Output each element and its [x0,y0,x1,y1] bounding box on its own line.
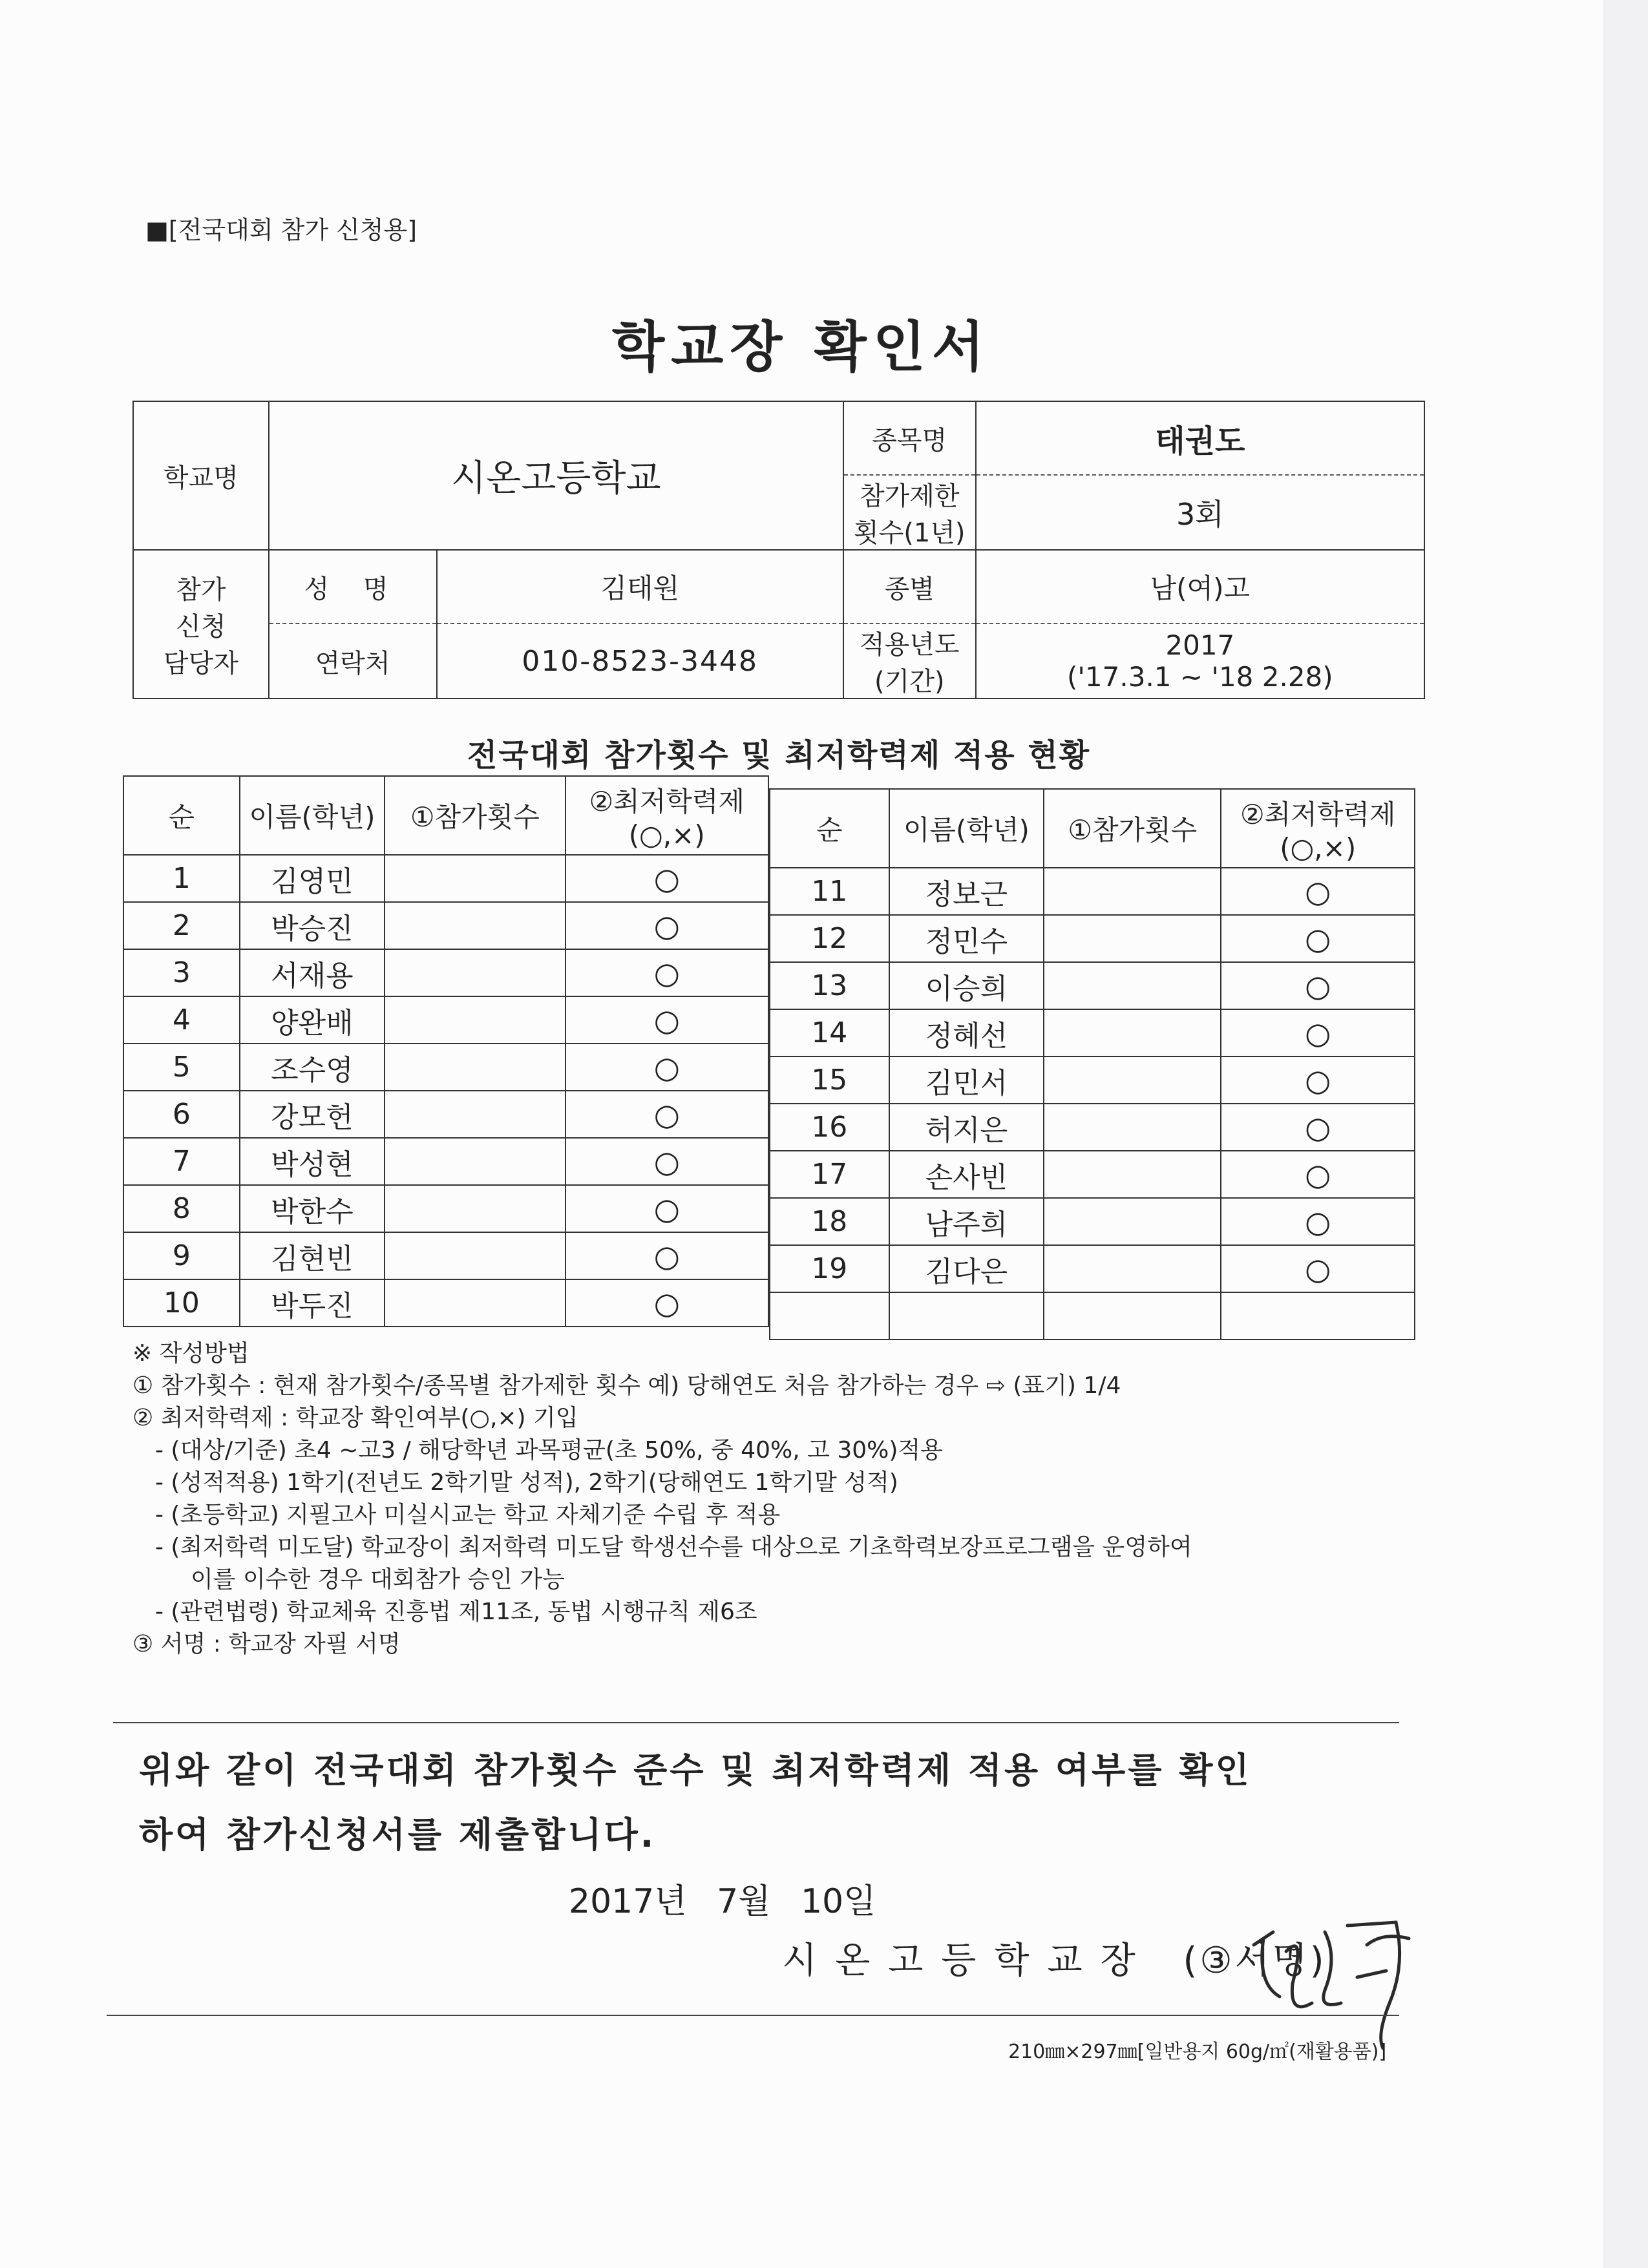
row-min-academic: ○ [1221,962,1415,1009]
row-name: 박승진 [240,902,385,949]
table-row [770,1104,1415,1151]
notes-item-3: ③ 서명 : 학교장 자필 서명 [132,1631,401,1657]
name-label: 성 명 [269,550,437,624]
row-min-academic: ○ [1221,915,1415,962]
col-header-count: ①참가횟수 [385,776,565,855]
sign-label: (③서명) [1183,1940,1327,1982]
row-name: 손사빈 [889,1151,1044,1198]
table-row [770,1245,1415,1292]
row-number: 8 [123,1185,240,1232]
row-participation-count [385,1232,565,1279]
col-header-no: 순 [123,776,240,855]
row-name: 남주희 [889,1198,1044,1245]
participants-right-body [770,868,1415,1339]
participants-left-body [123,855,768,1327]
row-min-academic: ○ [565,1091,768,1138]
table-row [123,1044,768,1091]
row-participation-count [385,902,565,949]
row-number: 3 [123,949,240,996]
contact-value: 010-8523-3448 [437,624,843,698]
table-row [123,1091,768,1138]
limit-label-line1: 참가제한 [859,481,960,511]
table-row [770,1292,1415,1339]
limit-value: 3회 [976,475,1424,550]
row-number [770,1292,889,1339]
notes-sub-4a: - (최저학력 미도달) 학교장이 최저학력 미도달 학생선수를 대상으로 기초학력보장프로그램을 운영하여 [155,1534,1192,1560]
row-number: 17 [770,1151,889,1198]
applicant-label [133,550,269,698]
submission-date [569,1874,876,1922]
table-row [123,1185,768,1232]
row-participation-count [385,1091,565,1138]
table-row [123,1232,768,1279]
applicant-label-line2: 신청 [176,611,226,642]
date-day: 10일 [800,1882,876,1921]
year-label-line2: (기간) [874,667,945,697]
notes-item-2: ② 최저학력제 : 학교장 확인여부(○,×) 기입 [132,1405,578,1431]
row-participation-count [385,855,565,902]
table-row [770,1056,1415,1104]
row-min-academic: ○ [565,996,768,1044]
notes-heading: ※ 작성방법 [132,1340,249,1367]
participants-table-left [123,775,769,1327]
year-value: 2017 [1165,629,1235,661]
category-label: 종별 [843,550,976,624]
row-participation-count [1044,1009,1221,1056]
row-name [889,1292,1044,1339]
row-name: 정민수 [889,915,1044,962]
row-name: 박두진 [240,1279,385,1327]
row-name: 조수영 [240,1044,385,1091]
period-value: ('17.3.1 ~ '18 2.28) [1067,661,1333,693]
participants-table-right [769,788,1415,1340]
col-header-count: ①참가횟수 [1044,789,1221,868]
name-value: 김태원 [437,550,843,624]
instructions [132,1338,1412,1661]
applicant-label-line3: 담당자 [163,648,238,678]
table-row [123,949,768,996]
principal-title: 시온고등학교장 [782,1940,1154,1982]
contact-label: 연락처 [269,624,437,698]
col-header-min [565,776,768,855]
table-row [770,868,1415,915]
row-participation-count [1044,962,1221,1009]
date-month: 7월 [717,1882,771,1921]
col-header-name: 이름(학년) [240,776,385,855]
row-name: 정혜선 [889,1009,1044,1056]
col-header-min-line1: ②최저학력제 [589,785,745,817]
table-row [123,1138,768,1185]
row-number: 19 [770,1245,889,1292]
row-participation-count [1044,915,1221,962]
row-min-academic [1221,1292,1415,1339]
row-number: 15 [770,1056,889,1104]
row-participation-count [385,1138,565,1185]
row-min-academic: ○ [565,1138,768,1185]
row-min-academic: ○ [565,902,768,949]
row-name: 양완배 [240,996,385,1044]
row-participation-count [1044,868,1221,915]
row-name: 강모헌 [240,1091,385,1138]
col-header-min-line1: ②최저학력제 [1240,798,1396,830]
row-participation-count [385,996,565,1044]
table-row [770,1009,1415,1056]
notes-sub-4b: 이를 이수한 경우 대회참가 승인 가능 [191,1566,565,1593]
table-row [123,996,768,1044]
year-label [843,624,976,698]
table-row [770,1151,1415,1198]
category-value: 남(여)고 [976,550,1424,624]
row-name: 김현빈 [240,1232,385,1279]
row-participation-count [385,949,565,996]
row-number: 10 [123,1279,240,1327]
row-name: 정보근 [889,868,1044,915]
row-min-academic: ○ [1221,1198,1415,1245]
row-participation-count [385,1044,565,1091]
row-number: 4 [123,996,240,1044]
row-min-academic: ○ [1221,1104,1415,1151]
declaration-line-2: 하여 참가신청서를 제출합니다. [139,1814,657,1855]
school-name-value: 시온고등학교 [269,401,843,550]
row-number: 18 [770,1198,889,1245]
row-number: 16 [770,1104,889,1151]
row-number: 11 [770,868,889,915]
notes-sub-2: - (성적적용) 1학기(전년도 2학기말 성적), 2학기(당해연도 1학기말 성적) [155,1469,898,1496]
col-header-min-line2: (○,×) [628,819,705,851]
row-min-academic: ○ [1221,868,1415,915]
row-number: 9 [123,1232,240,1279]
table-row [123,902,768,949]
limit-label-line2: 횟수(1년) [853,518,966,548]
applicant-label-line1: 참가 [176,574,226,605]
row-min-academic: ○ [1221,1056,1415,1104]
row-participation-count [1044,1198,1221,1245]
row-participation-count [1044,1245,1221,1292]
row-number: 7 [123,1138,240,1185]
paper-spec-footer: 210㎜×297㎜[일반용지 60g/㎡(재활용품)] [1008,2041,1387,2063]
row-number: 5 [123,1044,240,1091]
row-min-academic: ○ [565,855,768,902]
row-min-academic: ○ [565,949,768,996]
row-number: 2 [123,902,240,949]
table-row [123,855,768,902]
table-row [770,1198,1415,1245]
section-title: 전국대회 참가횟수 및 최저학력제 적용 현황 [467,737,1091,773]
row-min-academic: ○ [1221,1151,1415,1198]
row-number: 1 [123,855,240,902]
header-tag: ■[전국대회 참가 신청용] [145,216,417,244]
row-number: 12 [770,915,889,962]
col-header-min-line2: (○,×) [1280,832,1357,864]
row-name: 김다은 [889,1245,1044,1292]
school-name-label: 학교명 [133,401,269,550]
row-participation-count [385,1185,565,1232]
notes-item-1: ① 참가횟수 : 현재 참가횟수/종목별 참가제한 횟수 예) 당해연도 처음 참가하는 경우 ⇨ (표기) 1/4 [132,1372,1121,1399]
notes-sub-1: - (대상/기준) 초4 ~고3 / 해당학년 과목평균(초 50%, 중 40%, 고 30%)적용 [155,1437,943,1464]
row-min-academic: ○ [565,1279,768,1327]
row-min-academic: ○ [565,1232,768,1279]
row-number: 6 [123,1091,240,1138]
notes-sub-5: - (관련법령) 학교체육 진흥법 제11조, 동법 시행규칙 제6조 [155,1599,757,1625]
col-header-name: 이름(학년) [889,789,1044,868]
row-name: 김민서 [889,1056,1044,1104]
row-name: 박한수 [240,1185,385,1232]
event-label: 종목명 [843,401,976,475]
row-min-academic: ○ [565,1044,768,1091]
row-participation-count [1044,1056,1221,1104]
row-number: 13 [770,962,889,1009]
limit-label [843,475,976,550]
event-value: 태권도 [976,401,1424,475]
row-name: 서재용 [240,949,385,996]
row-name: 김영민 [240,855,385,902]
divider-line [113,1722,1399,1723]
row-name: 박성현 [240,1138,385,1185]
notes-sub-3: - (초등학교) 지필고사 미실시교는 학교 자체기준 수립 후 적용 [155,1502,781,1528]
row-participation-count [1044,1292,1221,1339]
col-header-no: 순 [770,789,889,868]
row-min-academic: ○ [1221,1245,1415,1292]
page-title: 학교장 확인서 [611,315,991,379]
year-value-cell [976,624,1424,698]
date-year: 2017년 [569,1882,687,1921]
table-row [770,915,1415,962]
footer-divider [107,2015,1399,2016]
row-number: 14 [770,1009,889,1056]
row-participation-count [1044,1104,1221,1151]
col-header-min [1221,789,1415,868]
row-min-academic: ○ [1221,1009,1415,1056]
year-label-line1: 적용년도 [859,630,960,660]
row-participation-count [1044,1151,1221,1198]
row-name: 이승희 [889,962,1044,1009]
declaration-line-1: 위와 같이 전국대회 참가횟수 준수 및 최저학력제 적용 여부를 확인 [139,1750,1252,1790]
row-min-academic: ○ [565,1185,768,1232]
table-row [123,1279,768,1327]
school-info-table [132,401,1425,699]
row-participation-count [385,1279,565,1327]
table-row [770,962,1415,1009]
row-name: 허지은 [889,1104,1044,1151]
declaration [139,1738,1393,1867]
